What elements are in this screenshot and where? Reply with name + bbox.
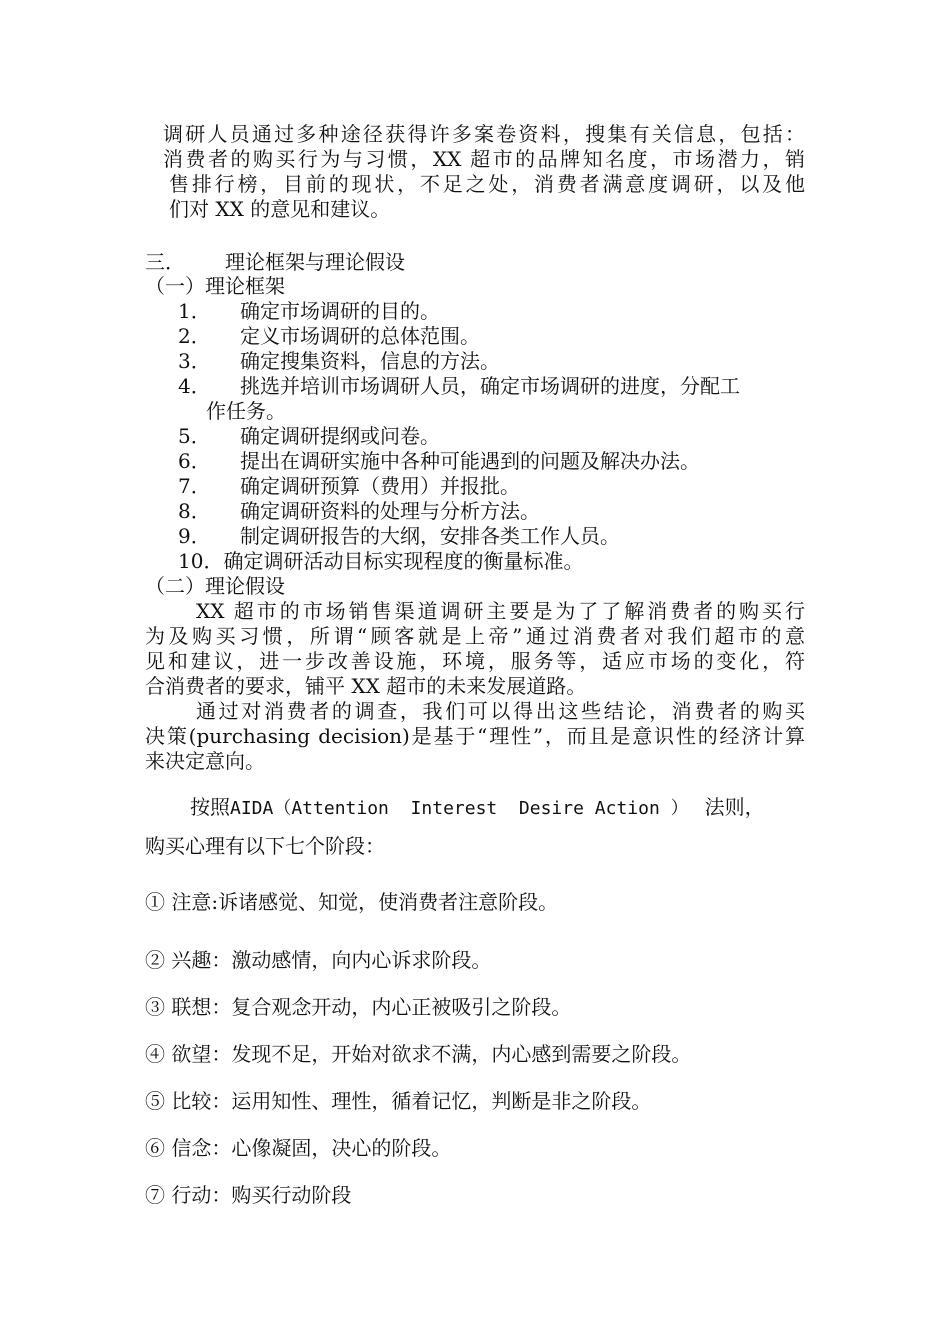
list-number: 1． <box>178 299 211 323</box>
list-item <box>178 524 620 549</box>
paragraph-line: XX 超市的市场销售渠道调研主要是为了了解消费者的购买行 <box>196 599 805 623</box>
list-number: 4． <box>178 374 211 398</box>
paragraph-line: 见和建议，进一步改善设施，环境，服务等，适应市场的变化，符 <box>145 649 805 673</box>
list-text: 确定调研资料的处理与分析方法。 <box>240 499 540 523</box>
intro-line: 调研人员通过多种途径获得许多案卷资料，搜集有关信息，包括： <box>163 122 805 146</box>
aida-prefix: 按照 <box>190 795 230 819</box>
stage-item: ④ 欲望：发现不足，开始对欲求不满，内心感到需要之阶段。 <box>145 1042 692 1066</box>
section-number: 三． <box>145 250 185 274</box>
stage-item: ② 兴趣：激动感情，向内心诉求阶段。 <box>145 948 492 972</box>
intro-line: 售排行榜，目前的现状，不足之处，消费者满意度调研，以及他 <box>169 172 805 196</box>
list-number: 2． <box>178 324 211 348</box>
list-text: 挑选并培训市场调研人员，确定市场调研的进度，分配工 <box>240 374 740 398</box>
stage-item: ③ 联想：复合观念开动，内心正被吸引之阶段。 <box>145 995 572 1019</box>
aida-suffix: 法则， <box>704 795 765 819</box>
paragraph-line: 决策(purchasing decision)是基于“理性”，而且是意识性的经济计算 <box>145 724 805 748</box>
list-item <box>178 474 520 499</box>
aida-line <box>190 795 765 821</box>
list-item <box>178 549 583 574</box>
list-number: 9． <box>178 524 211 548</box>
list-item <box>178 424 440 449</box>
paragraph-line: 来决定意向。 <box>145 749 265 773</box>
subsection-heading: （一）理论框架 <box>145 274 285 298</box>
list-text: 确定搜集资料，信息的方法。 <box>240 349 500 373</box>
list-number: 7． <box>178 474 211 498</box>
subsection-heading: （二）理论假设 <box>145 574 285 598</box>
list-number: 8． <box>178 499 211 523</box>
list-text: 定义市场调研的总体范围。 <box>240 324 480 348</box>
aida-model: AIDA（Attention Interest Desire Action ） <box>230 798 689 819</box>
list-number: 5． <box>178 424 211 448</box>
list-number: 6． <box>178 449 211 473</box>
paragraph-line: 通过对消费者的调查，我们可以得出这些结论，消费者的购买 <box>196 699 805 723</box>
intro-line: 消费者的购买行为与习惯，XX 超市的品牌知名度，市场潜力，销 <box>163 147 805 171</box>
stage-item: ① 注意:诉诸感觉、知觉，使消费者注意阶段。 <box>145 890 559 914</box>
list-text: 提出在调研实施中各种可能遇到的问题及解决办法。 <box>240 449 700 473</box>
stage-item: ⑥ 信念：心像凝固，决心的阶段。 <box>145 1136 452 1160</box>
list-item <box>178 499 540 524</box>
section-title: 理论框架与理论假设 <box>225 250 405 274</box>
paragraph-line: 合消费者的要求，铺平 XX 超市的未来发展道路。 <box>145 674 587 698</box>
list-item <box>178 449 700 474</box>
list-item-continuation: 作任务。 <box>206 399 286 423</box>
list-text: 制定调研报告的大纲，安排各类工作人员。 <box>240 524 620 548</box>
list-number: 3． <box>178 349 211 373</box>
list-text: 确定调研提纲或问卷。 <box>240 424 440 448</box>
section-heading <box>145 250 405 275</box>
list-number: 10． <box>178 549 224 573</box>
list-item <box>178 349 500 374</box>
list-text: 确定调研活动目标实现程度的衡量标准。 <box>223 549 584 573</box>
list-item <box>178 299 440 324</box>
list-text: 确定市场调研的目的。 <box>240 299 440 323</box>
aida-intro: 购买心理有以下七个阶段： <box>145 834 385 858</box>
list-item <box>178 374 805 399</box>
paragraph-line: 为及购买习惯，所谓“顾客就是上帝”通过消费者对我们超市的意 <box>145 624 805 648</box>
stage-item: ⑤ 比较：运用知性、理性，循着记忆，判断是非之阶段。 <box>145 1089 652 1113</box>
stage-item: ⑦ 行动：购买行动阶段 <box>145 1183 352 1207</box>
list-item <box>178 324 480 349</box>
list-text: 确定调研预算（费用）并报批。 <box>240 474 520 498</box>
intro-line: 们对 XX 的意见和建议。 <box>169 197 391 221</box>
